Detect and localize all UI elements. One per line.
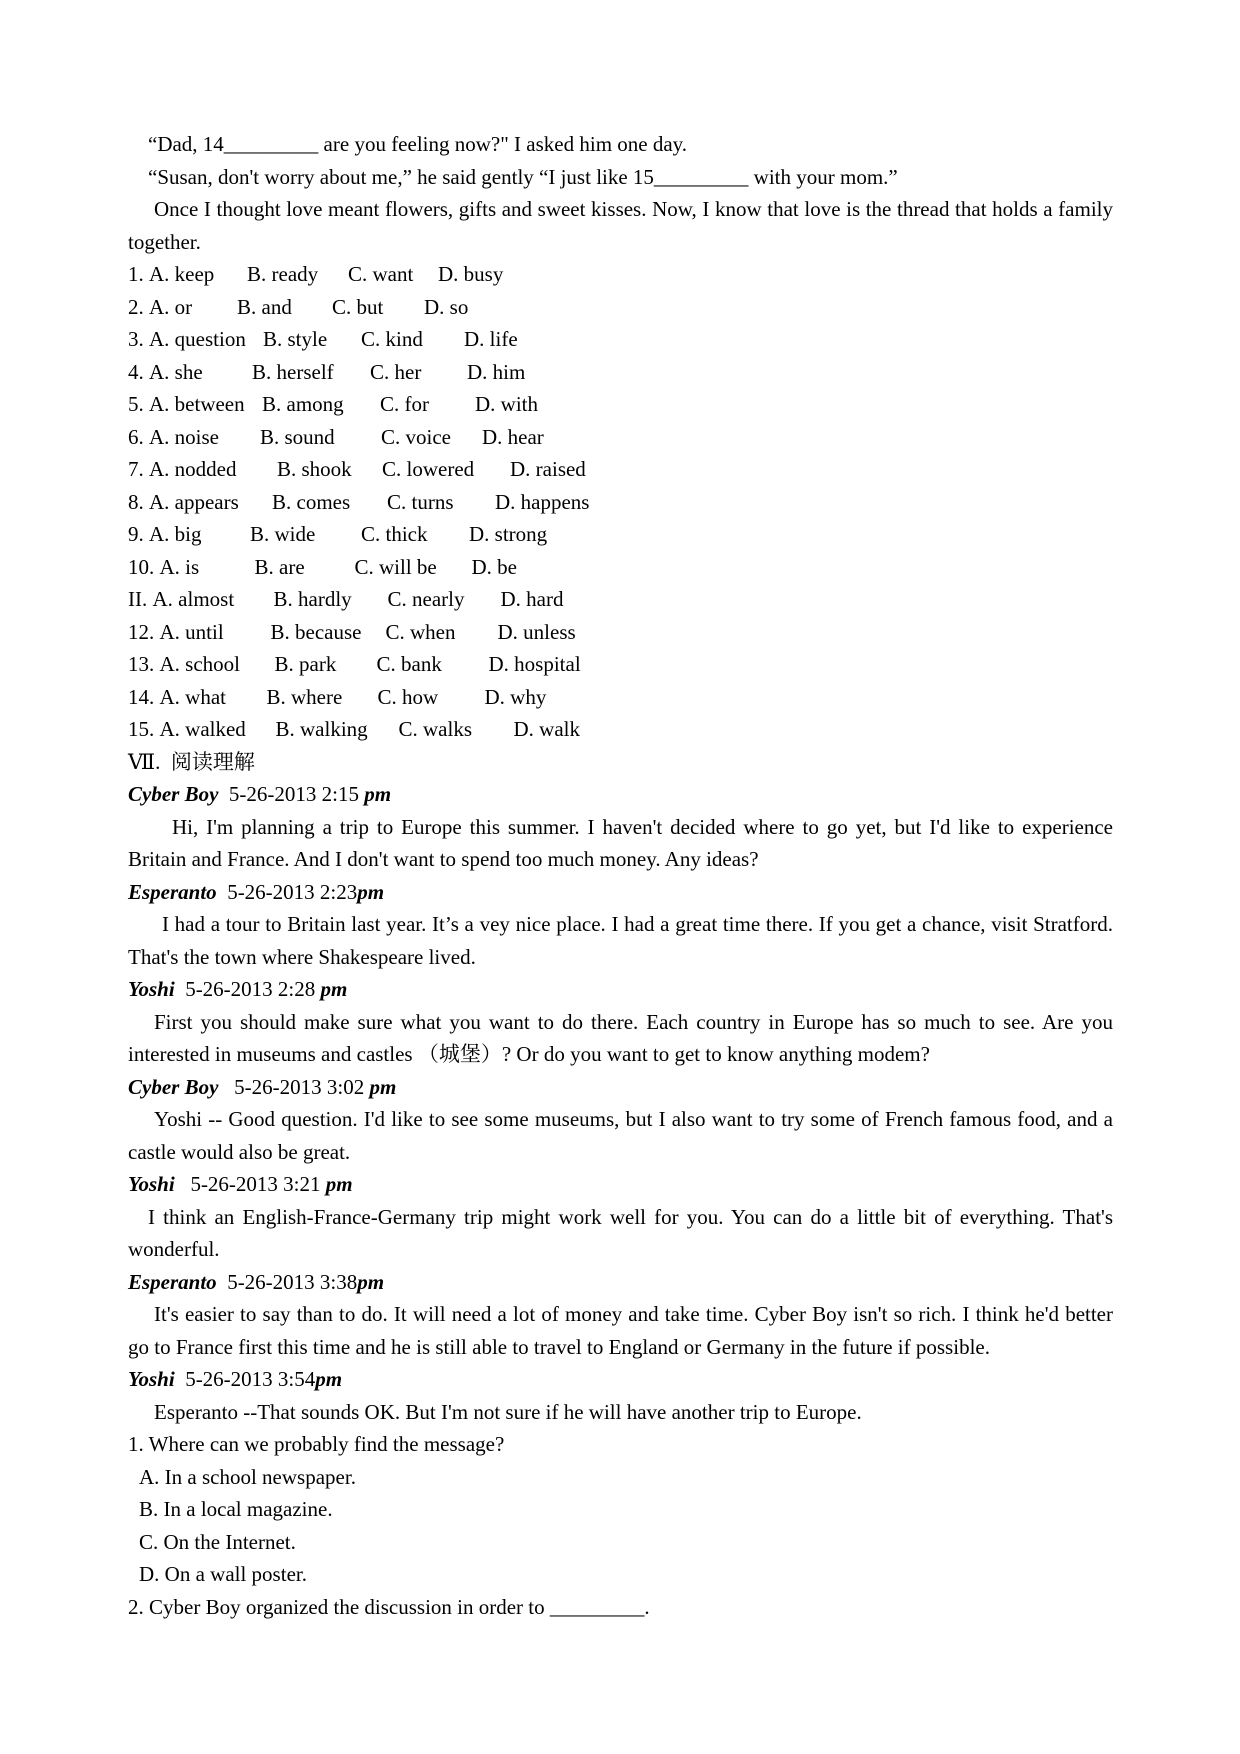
cloze-option: A. big	[149, 522, 202, 546]
post-username: Esperanto	[128, 1269, 217, 1294]
cloze-option: B. herself	[252, 359, 334, 384]
cloze-option: D. him	[467, 359, 526, 384]
cloze-option: D. unless	[497, 619, 576, 644]
question-option: A. In a school newspaper.	[139, 1464, 356, 1489]
post-header	[128, 876, 1113, 909]
cloze-row	[128, 291, 1113, 324]
cloze-option: A. until	[159, 619, 224, 644]
cloze-number: 1.	[128, 262, 144, 286]
post-ampm: pm	[320, 977, 348, 1001]
cloze-row	[128, 421, 1113, 454]
cloze-option: A. what	[159, 684, 226, 709]
post-body: I think an English-France-Germany trip might work well for you. You can do a little bit of everything. That's wonderful.	[128, 1204, 1113, 1261]
cloze-option: B. sound	[260, 424, 335, 449]
cloze-option: D. with	[475, 392, 538, 416]
post-body: First you should make sure what you want to do there. Each country in Europe has so much to see. Are you interested in museums and castles （城堡）? Or do you want to get to know anything modem?	[128, 1009, 1113, 1066]
cloze-option: B. among	[262, 392, 344, 416]
cloze-row	[128, 583, 1113, 616]
post-username: Cyber Boy	[128, 1074, 219, 1099]
cloze-option: C. bank	[376, 652, 442, 676]
cloze-option: A. nodded	[149, 457, 237, 481]
story-line-1: “Dad, 14_________ are you feeling now?" I asked him one day.	[148, 132, 688, 156]
post-header	[128, 1363, 1113, 1396]
post-timestamp: 5-26-2013 2:23	[227, 879, 358, 904]
forum-thread	[128, 778, 1113, 1428]
cloze-option: A. question	[149, 327, 246, 351]
cloze-row	[128, 648, 1113, 681]
cloze-option: D. hear	[482, 424, 544, 449]
cloze-option: C. will be	[354, 554, 437, 579]
cloze-option: B. where	[266, 684, 343, 709]
cloze-option: B. and	[237, 294, 292, 319]
post-header	[128, 1168, 1113, 1201]
cloze-option: D. hospital	[488, 652, 581, 676]
post-body: I had a tour to Britain last year. It’s a vey nice place. I had a great time there. If you get a chance, visit Stratford. That's the town where Shakespeare lived.	[128, 912, 1113, 969]
cloze-option: A. noise	[149, 424, 219, 449]
cloze-option: D. life	[464, 327, 518, 351]
document-page	[128, 128, 1113, 1623]
cloze-row	[128, 453, 1113, 486]
post-header	[128, 973, 1113, 1006]
cloze-option: A. walked	[159, 717, 246, 741]
post-username: Esperanto	[128, 879, 217, 904]
cloze-option: A. she	[149, 359, 203, 384]
story-line-2: “Susan, don't worry about me,” he said gently “I just like 15_________ with your mom.”	[148, 164, 898, 189]
story-line-3: Once I thought love meant flowers, gifts and sweet kisses. Now, I know that love is the thread that holds a family together.	[128, 197, 1113, 254]
cloze-number: 4.	[128, 359, 144, 384]
cloze-number: 13.	[128, 652, 155, 676]
cloze-row	[128, 681, 1113, 714]
cloze-option: C. how	[377, 684, 439, 709]
cloze-option: B. wide	[250, 522, 316, 546]
cloze-option: B. ready	[247, 262, 319, 286]
cloze-number: 14.	[128, 684, 155, 709]
cloze-option: B. hardly	[273, 587, 352, 611]
cloze-option: A. school	[159, 652, 240, 676]
cloze-option: B. are	[254, 554, 305, 579]
post-header	[128, 778, 1113, 811]
cloze-option: D. why	[484, 684, 547, 709]
cloze-option: D. be	[471, 554, 517, 579]
post-timestamp: 5-26-2013 3:21	[190, 1172, 321, 1196]
cloze-number: 5.	[128, 392, 144, 416]
question-option: C. On the Internet.	[139, 1529, 296, 1554]
cloze-number: 2.	[128, 294, 144, 319]
cloze-row	[128, 388, 1113, 421]
cloze-option: B. style	[263, 327, 328, 351]
cloze-option: A. almost	[152, 587, 235, 611]
post-username: Yoshi	[128, 1367, 175, 1391]
section-title: Ⅶ. 阅读理解	[128, 749, 255, 774]
cloze-option: D. strong	[469, 522, 548, 546]
cloze-option: A. between	[149, 392, 245, 416]
cloze-option: C. voice	[381, 424, 451, 449]
cloze-number: 8.	[128, 489, 144, 514]
cloze-option: C. want	[348, 262, 414, 286]
cloze-option: A. appears	[149, 489, 239, 514]
cloze-option: B. comes	[272, 489, 351, 514]
cloze-option: B. park	[274, 652, 337, 676]
post-ampm: pm	[357, 1269, 385, 1294]
question-option: B. In a local magazine.	[139, 1497, 333, 1521]
cloze-row	[128, 486, 1113, 519]
cloze-number: 7.	[128, 457, 144, 481]
post-timestamp: 5-26-2013 2:15	[228, 782, 359, 806]
post-ampm: pm	[325, 1172, 353, 1196]
cloze-option: C. walks	[398, 717, 472, 741]
cloze-option: A. is	[159, 554, 200, 579]
post-header	[128, 1266, 1113, 1299]
cloze-option: C. turns	[387, 489, 454, 514]
post-body: Yoshi -- Good question. I'd like to see some museums, but I also want to try some of French famous food, and a castle would also be great.	[128, 1107, 1113, 1164]
cloze-option: C. her	[370, 359, 422, 384]
post-username: Yoshi	[128, 977, 175, 1001]
question-text: 1. Where can we probably find the message?	[128, 1432, 505, 1456]
cloze-option: A. keep	[149, 262, 215, 286]
cloze-number: 6.	[128, 424, 144, 449]
post-timestamp: 5-26-2013 3:38	[227, 1269, 358, 1294]
cloze-option: C. but	[332, 294, 384, 319]
post-body: Esperanto --That sounds OK. But I'm not sure if he will have another trip to Europe.	[154, 1399, 862, 1424]
cloze-option: B. shook	[277, 457, 352, 481]
cloze-option: C. kind	[361, 327, 423, 351]
post-timestamp: 5-26-2013 3:02	[234, 1074, 365, 1099]
cloze-option: B. because	[270, 619, 362, 644]
cloze-option: D. happens	[495, 489, 590, 514]
cloze-option: B. walking	[275, 717, 368, 741]
cloze-option: C. for	[380, 392, 429, 416]
cloze-option: D. walk	[513, 717, 580, 741]
cloze-option: C. when	[385, 619, 456, 644]
cloze-row	[128, 616, 1113, 649]
cloze-row	[128, 551, 1113, 584]
cloze-option: C. nearly	[387, 587, 465, 611]
cloze-option: D. hard	[500, 587, 564, 611]
cloze-number: 12.	[128, 619, 155, 644]
cloze-option: C. thick	[361, 522, 428, 546]
cloze-option: D. busy	[438, 262, 504, 286]
cloze-option: A. or	[149, 294, 193, 319]
cloze-option: C. lowered	[382, 457, 475, 481]
post-username: Cyber Boy	[128, 782, 219, 806]
cloze-number: 9.	[128, 522, 144, 546]
cloze-row	[128, 323, 1113, 356]
post-ampm: pm	[364, 782, 392, 806]
cloze-number: II.	[128, 587, 148, 611]
post-username: Yoshi	[128, 1172, 175, 1196]
question-option: D. On a wall poster.	[139, 1562, 307, 1586]
cloze-option: D. raised	[510, 457, 586, 481]
question-1	[128, 1428, 1113, 1591]
cloze-number: 3.	[128, 327, 144, 351]
post-ampm: pm	[369, 1074, 397, 1099]
cloze-row	[128, 356, 1113, 389]
cloze-number: 10.	[128, 554, 155, 579]
post-body: It's easier to say than to do. It will need a lot of money and take time. Cyber Boy isn't so rich. I think he'd better go to France first this time and he is still able to travel to England or Germany in the future if possible.	[128, 1302, 1113, 1359]
post-timestamp: 5-26-2013 2:28	[185, 977, 316, 1001]
post-body: Hi, I'm planning a trip to Europe this summer. I haven't decided where to go yet, but I'd like to experience Britain and France. And I don't want to spend too much money. Any ideas?	[128, 814, 1113, 871]
post-header	[128, 1071, 1113, 1104]
post-ampm: pm	[357, 879, 385, 904]
post-timestamp: 5-26-2013 3:54	[185, 1367, 316, 1391]
post-ampm: pm	[315, 1367, 343, 1391]
question-2: 2. Cyber Boy organized the discussion in order to _________.	[128, 1594, 650, 1619]
cloze-options	[128, 258, 1113, 746]
cloze-option: D. so	[424, 294, 469, 319]
cloze-number: 15.	[128, 717, 155, 741]
cloze-row	[128, 713, 1113, 746]
cloze-row	[128, 258, 1113, 291]
cloze-row	[128, 518, 1113, 551]
